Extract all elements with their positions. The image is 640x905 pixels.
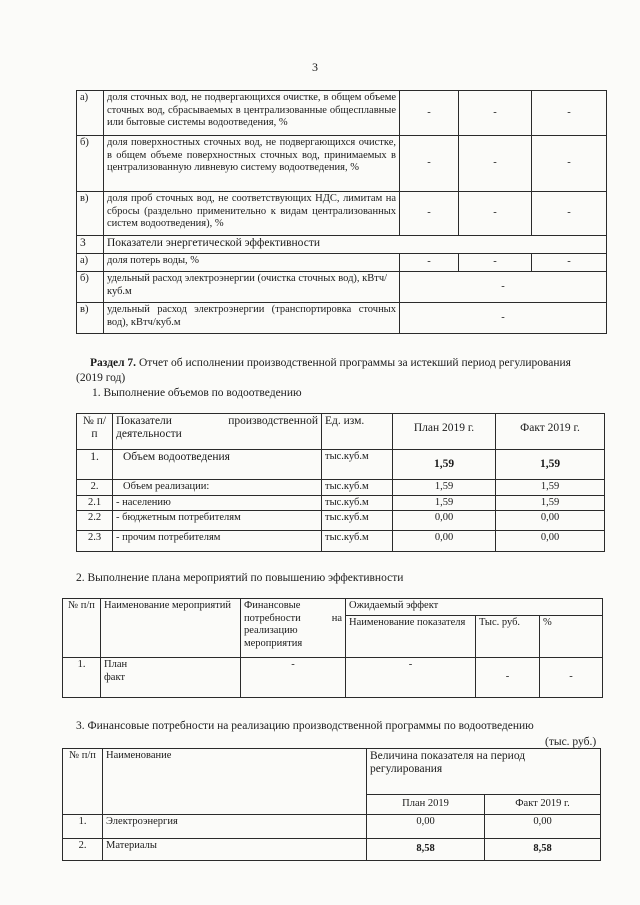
subsection-heading: 2. Выполнение плана мероприятий по повышению эффективности xyxy=(76,572,404,584)
row-name: - бюджетным потребителям xyxy=(113,511,322,531)
col-header-effect: Ожидаемый эффект xyxy=(346,599,603,616)
row-name: Материалы xyxy=(103,839,367,861)
col-header-num: № п/п xyxy=(63,749,103,815)
row-number: а) xyxy=(77,254,104,272)
row-fact: 0,00 xyxy=(496,511,605,531)
row-number: 2.2 xyxy=(77,511,113,531)
row-name: Объем водоотведения xyxy=(113,450,322,480)
row-number: в) xyxy=(77,303,104,334)
table-header-row xyxy=(77,414,605,450)
col-header-name: Наименование xyxy=(103,749,367,815)
col-header-name-a: Показатели xyxy=(116,415,172,427)
row-name: - населению xyxy=(113,495,322,511)
row-plan: 0,00 xyxy=(367,815,485,839)
value-cell: - xyxy=(532,192,607,236)
col-header-name xyxy=(113,414,322,450)
unit-note: (тыс. руб.) xyxy=(545,736,597,748)
row-name xyxy=(101,658,241,698)
col-header-rub: Тыс. руб. xyxy=(476,616,540,658)
col-header-fact: Факт 2019 г. xyxy=(496,414,605,450)
value-cell: - xyxy=(459,192,532,236)
table-row xyxy=(77,450,605,480)
table-row xyxy=(77,136,607,192)
col-header-unit: Ед. изм. xyxy=(322,414,393,450)
indicator-text: доля поверхностных сточных вод, не подвергающихся очистке, в общем объеме поверхностных сточных вод, принимаемых в централизованную ливневую систему водоотведения, % xyxy=(104,136,400,192)
subsection-heading: 3. Финансовые потребности на реализацию производственной программы по водоотведению xyxy=(76,720,534,732)
value-cell: - xyxy=(459,254,532,272)
row-name: Объем реализации: xyxy=(113,480,322,496)
col-header-fin-d: реализацию мероприятия xyxy=(244,625,303,649)
row-fact: 8,58 xyxy=(485,839,601,861)
value-cell: - xyxy=(400,192,459,236)
value-cell: - xyxy=(532,254,607,272)
value-cell: - xyxy=(400,136,459,192)
row-plan: 0,00 xyxy=(393,511,496,531)
row-rub: - xyxy=(476,658,540,698)
col-header-num: № п/п xyxy=(77,414,113,450)
table-row xyxy=(77,254,607,272)
col-header-fin xyxy=(241,599,346,658)
row-number: 2.3 xyxy=(77,531,113,552)
volumes-table xyxy=(76,413,605,552)
table-header-row xyxy=(63,749,601,795)
table-row xyxy=(63,839,601,861)
col-header-num: № п/п xyxy=(63,599,101,658)
col-header-pct: % xyxy=(540,616,603,658)
col-header-fin-c: на xyxy=(331,612,342,624)
row-number: 1. xyxy=(63,658,101,698)
table-row xyxy=(77,272,607,303)
section-title: Отчет об исполнении производственной программы за истекший период регулирования xyxy=(138,357,571,369)
row-unit: тыс.куб.м xyxy=(322,495,393,511)
col-header-indicator: Наименование показателя xyxy=(346,616,476,658)
section-7-heading xyxy=(76,356,611,370)
row-plan-label: План xyxy=(104,659,128,670)
row-unit: тыс.куб.м xyxy=(322,450,393,480)
section-year: (2019 год) xyxy=(76,372,126,384)
table-row xyxy=(77,192,607,236)
measures-table xyxy=(62,598,603,698)
table-row xyxy=(77,480,605,496)
col-header-fin-a: Финансовые xyxy=(244,600,301,611)
row-name: Электроэнергия xyxy=(103,815,367,839)
table-row xyxy=(63,815,601,839)
row-pct: - xyxy=(540,658,603,698)
value-cell: - xyxy=(532,136,607,192)
financial-needs-table xyxy=(62,748,601,861)
indicator-text: доля сточных вод, не подвергающихся очистке, в общем объеме сточных вод, сбрасываемых в централизованные общесплавные или бытовые системы водоотведения, % xyxy=(104,91,400,136)
row-plan: 0,00 xyxy=(393,531,496,552)
row-fact: 1,59 xyxy=(496,495,605,511)
table-row xyxy=(77,531,605,552)
row-number: 3 xyxy=(77,236,104,254)
value-cell: - xyxy=(400,91,459,136)
indicator-text: доля потерь воды, % xyxy=(104,254,400,272)
row-unit: тыс.куб.м xyxy=(322,511,393,531)
value-cell: - xyxy=(532,91,607,136)
row-number: 2. xyxy=(77,480,113,496)
table-header-row xyxy=(63,599,603,616)
indicator-text: удельный расход электроэнергии (очистка сточных вод), кВтч/куб.м xyxy=(104,272,400,303)
row-number: а) xyxy=(77,91,104,136)
row-number: б) xyxy=(77,272,104,303)
row-plan: 1,59 xyxy=(393,450,496,480)
row-number: 1. xyxy=(63,815,103,839)
row-plan: 8,58 xyxy=(367,839,485,861)
row-number: в) xyxy=(77,192,104,236)
table-row xyxy=(63,658,603,698)
row-plan: 1,59 xyxy=(393,495,496,511)
row-unit: тыс.куб.м xyxy=(322,480,393,496)
table-row xyxy=(77,511,605,531)
row-number: 2. xyxy=(63,839,103,861)
indicator-text: доля проб сточных вод, не соответствующих НДС, лимитам на сбросы (раздельно применительно к видам централизованных систем водоотведения), % xyxy=(104,192,400,236)
value-cell: - xyxy=(400,303,607,334)
table-row xyxy=(77,236,607,254)
col-header-plan: План 2019 г. xyxy=(393,414,496,450)
table-row xyxy=(77,91,607,136)
row-indicator: - xyxy=(346,658,476,698)
section-heading: Показатели энергетической эффективности xyxy=(104,236,607,254)
col-header-name-c: деятельности xyxy=(116,427,182,440)
value-cell: - xyxy=(400,254,459,272)
section-label: Раздел 7. xyxy=(90,357,137,369)
table-row xyxy=(77,303,607,334)
row-fact-label: факт xyxy=(104,671,126,683)
col-header-value: Величина показателя на период регулирования xyxy=(367,749,601,795)
col-header-name-b: производственной xyxy=(228,415,318,427)
indicator-text: удельный расход электроэнергии (транспортировка сточных вод), кВтч/куб.м xyxy=(104,303,400,334)
row-plan: 1,59 xyxy=(393,480,496,496)
row-number: б) xyxy=(77,136,104,192)
row-fin: - xyxy=(241,658,346,698)
value-cell: - xyxy=(459,91,532,136)
row-number: 2.1 xyxy=(77,495,113,511)
col-header-plan: План 2019 xyxy=(367,795,485,815)
row-unit: тыс.куб.м xyxy=(322,531,393,552)
row-name: - прочим потребителям xyxy=(113,531,322,552)
col-header-fact: Факт 2019 г. xyxy=(485,795,601,815)
subsection-heading: 1. Выполнение объемов по водоотведению xyxy=(92,387,302,399)
row-fact: 1,59 xyxy=(496,480,605,496)
value-cell: - xyxy=(459,136,532,192)
indicators-table xyxy=(76,90,607,334)
col-header-fin-b: потребности xyxy=(244,612,301,624)
table-row xyxy=(77,495,605,511)
page-number: 3 xyxy=(312,60,318,74)
row-fact: 0,00 xyxy=(496,531,605,552)
row-number: 1. xyxy=(77,450,113,480)
row-fact: 1,59 xyxy=(496,450,605,480)
value-cell: - xyxy=(400,272,607,303)
row-fact: 0,00 xyxy=(485,815,601,839)
col-header-name: Наименование мероприятий xyxy=(101,599,241,658)
